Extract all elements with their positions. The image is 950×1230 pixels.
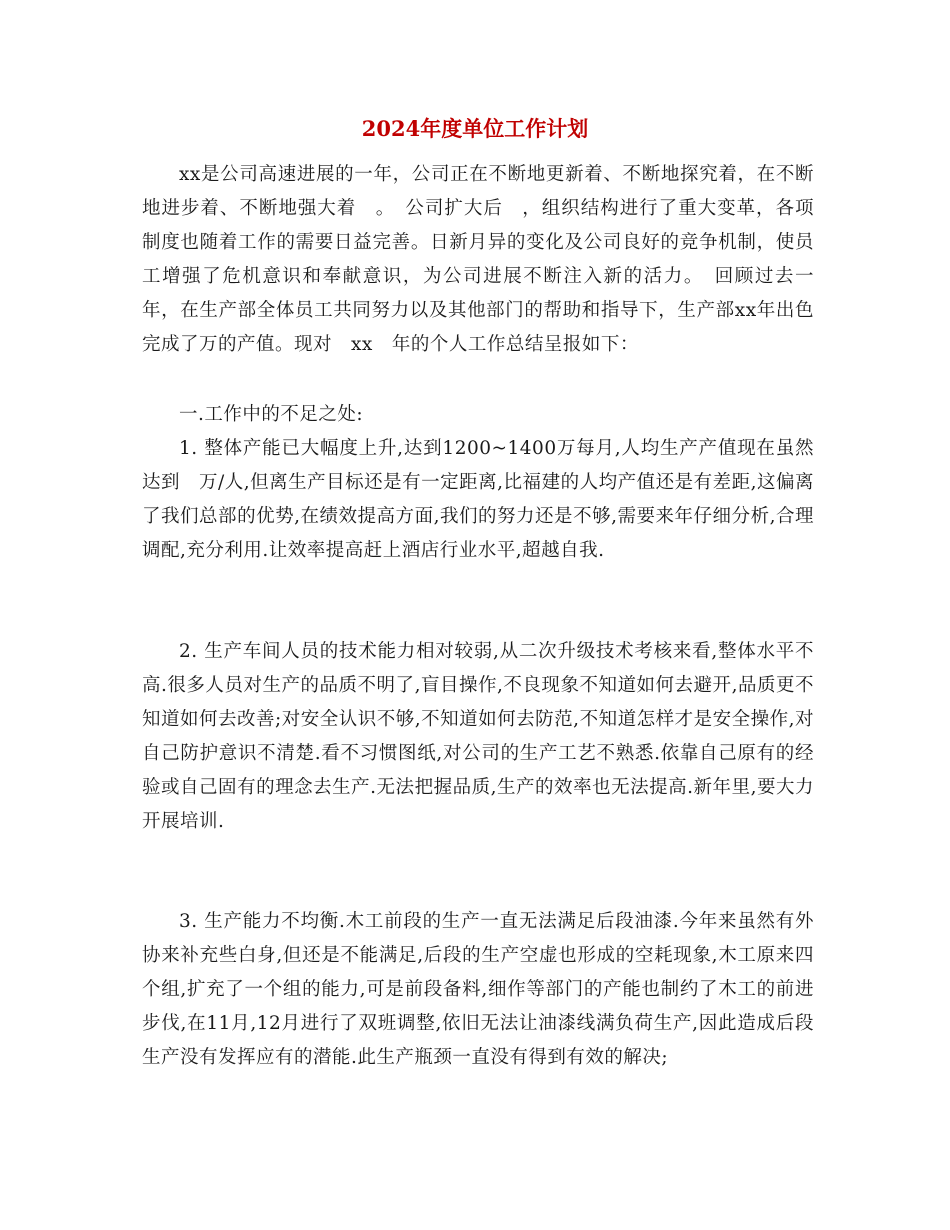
section-heading-shortcomings: 一.工作中的不足之处: [179, 404, 364, 425]
paragraph-intro: xx是公司高速进展的一年，公司正在不断地更新着、不断地探究着，在不断地进步着、不断地强大着 。 公司扩大后 ，组织结构进行了重大变革，各项制度也随着工作的需要日益完善。日新月异的变化及公司良好的竞争机制，使员工增强了危机意识和奉献意识，为公司进展不断注入新的活力。 回顾过去一年，在生产部全体员工共同努力以及其他部门的帮助和指导下，生产部xx年出色完成了万的产值。现对 xx 年的个人工作总结呈报如下： [142, 164, 814, 355]
document-title: 2024年度单位工作计划 [361, 116, 589, 141]
paragraph-item-1: 1. 整体产能已大幅度上升,达到1200~1400万每月,人均生产产值现在虽然达到 万/人,但离生产目标还是有一定距离,比福建的人均产值还是有差距,这偏离了我们总部的优势,在绩效提高方面,我们的努力还是不够,需要来年仔细分析,合理调配,充分利用.让效率提高赶上酒店行业水平,超越自我. [142, 438, 814, 561]
paragraph-item-2: 2. 生产车间人员的技术能力相对较弱,从二次升级技术考核来看,整体水平不高.很多人员对生产的品质不明了,盲目操作,不良现象不知道如何去避开,品质更不知道如何去改善;对安全认识不够,不知道如何去防范,不知道怎样才是安全操作,对自己防护意识不清楚.看不习惯图纸,对公司的生产工艺不熟悉.依靠自己原有的经验或自己固有的理念去生产.无法把握品质,生产的效率也无法提高.新年里,要大力开展培训. [142, 641, 814, 832]
paragraph-item-3: 3. 生产能力不均衡.木工前段的生产一直无法满足后段油漆.今年来虽然有外协来补充些白身,但还是不能满足,后段的生产空虚也形成的空耗现象,木工原来四个组,扩充了一个组的能力,可是前段备料,细作等部门的产能也制约了木工的前进步伐,在11月,12月进行了双班调整,依旧无法让油漆线满负荷生产,因此造成后段生产没有发挥应有的潜能.此生产瓶颈一直没有得到有效的解决; [142, 911, 814, 1068]
